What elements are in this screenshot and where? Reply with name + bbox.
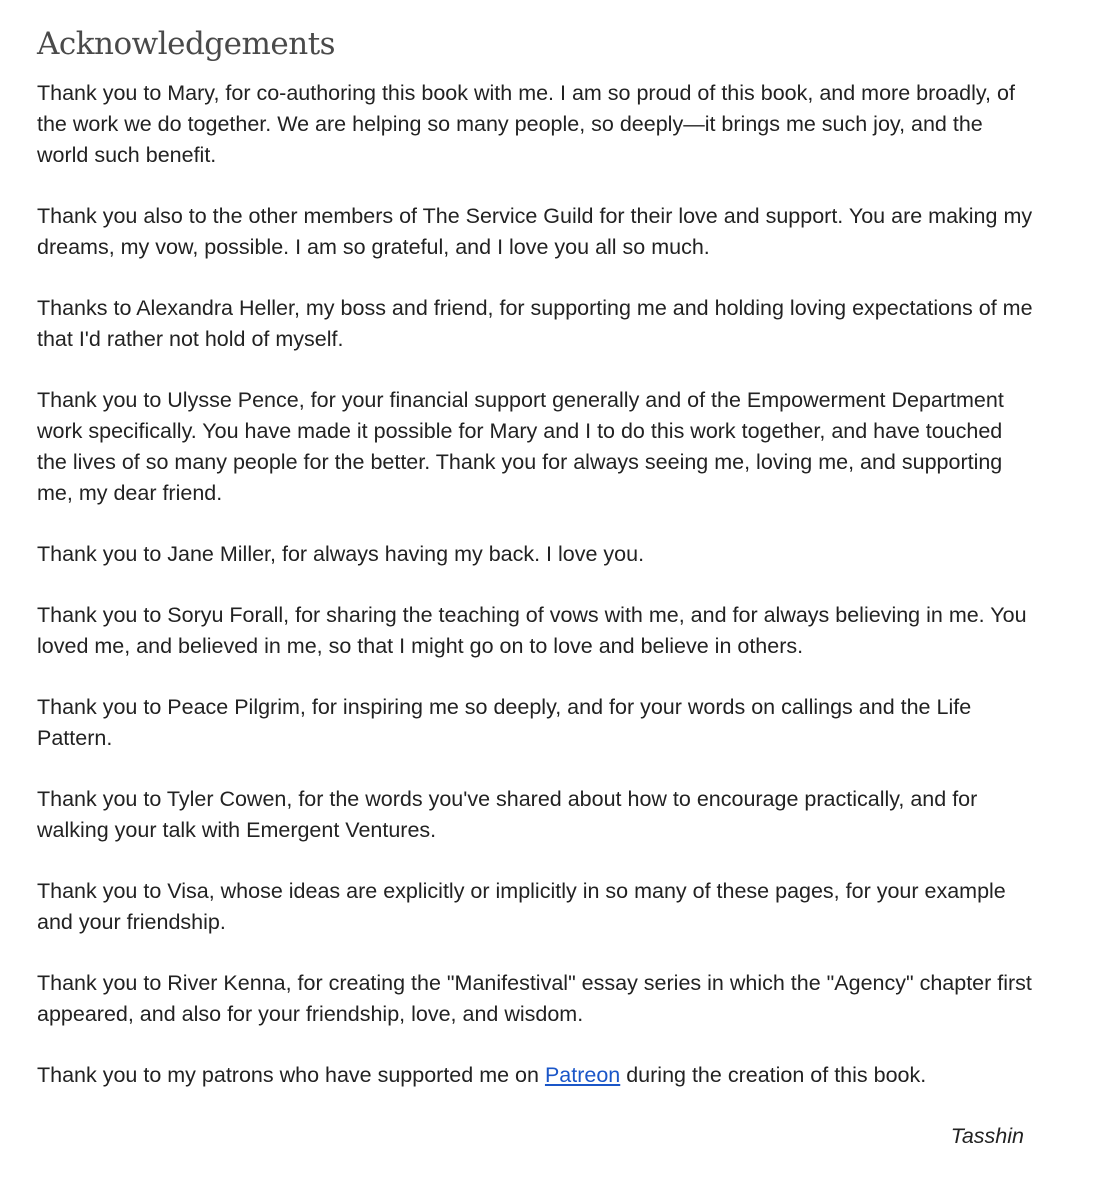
acknowledgements-page bbox=[37, 22, 1037, 1152]
patrons-text-after: during the creation of this book. bbox=[620, 1063, 927, 1087]
paragraph-peace-pilgrim: Thank you to Peace Pilgrim, for inspiring me so deeply, and for your words on callings and the Life Pattern. bbox=[37, 695, 972, 750]
signature: Tasshin bbox=[950, 1124, 1024, 1148]
paragraph-service-guild: Thank you also to the other members of The Service Guild for their love and support. You are making my dreams, my vow, possible. I am so grateful, and I love you all so much. bbox=[37, 204, 1033, 259]
paragraph-patrons bbox=[37, 1060, 1037, 1091]
paragraph-alexandra-heller: Thanks to Alexandra Heller, my boss and friend, for supporting me and holding loving expectations of me that I'd rather not hold of myself. bbox=[37, 296, 1033, 351]
paragraph-visa: Thank you to Visa, whose ideas are explicitly or implicitly in so many of these pages, for your example and your friendship. bbox=[37, 879, 1006, 934]
paragraph-soryu-forall: Thank you to Soryu Forall, for sharing the teaching of vows with me, and for always believing in me. You loved me, and believed in me, so that I might go on to love and believe in others. bbox=[37, 603, 1027, 658]
paragraph-mary: Thank you to Mary, for co-authoring this book with me. I am so proud of this book, and more broadly, of the work we do together. We are helping so many people, so deeply—it brings me such joy, and the world such benefit. bbox=[37, 81, 1015, 167]
page-title: Acknowledgements bbox=[37, 26, 336, 62]
patrons-text-before: Thank you to my patrons who have supported me on bbox=[37, 1063, 545, 1087]
patreon-link[interactable]: Patreon bbox=[544, 1063, 621, 1087]
paragraph-tyler-cowen: Thank you to Tyler Cowen, for the words you've shared about how to encourage practically, and for walking your talk with Emergent Ventures. bbox=[37, 787, 978, 842]
paragraph-river-kenna: Thank you to River Kenna, for creating the "Manifestival" essay series in which the "Agency" chapter first appeared, and also for your friendship, love, and wisdom. bbox=[37, 971, 1032, 1026]
paragraph-jane-miller: Thank you to Jane Miller, for always having my back. I love you. bbox=[37, 542, 645, 566]
paragraph-ulysse-pence: Thank you to Ulysse Pence, for your financial support generally and of the Empowerment Department work specifically. You have made it possible for Mary and I to do this work together, and have touched the lives of so many people for the better. Thank you for always seeing me, loving me, and supporting me, my dear friend. bbox=[37, 388, 1004, 505]
